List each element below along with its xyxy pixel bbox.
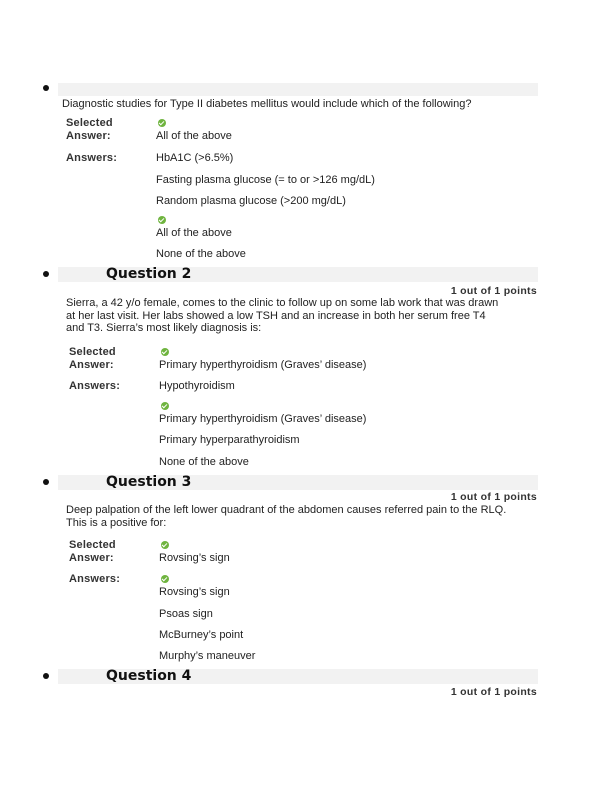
bullet-icon [43, 85, 49, 91]
selected-answer: Rovsing’s sign [159, 552, 230, 564]
check-circle-icon [161, 541, 169, 549]
check-circle-icon [161, 402, 169, 410]
answer-option: None of the above [159, 456, 249, 468]
selected-label: Selected [69, 539, 116, 551]
selected-answer: All of the above [156, 130, 232, 142]
selected-answer: Primary hyperthyroidism (Graves’ disease) [159, 359, 367, 371]
question-title: Question 3 [106, 474, 192, 490]
answer-option: Hypothyroidism [159, 380, 235, 392]
answer-option-correct: Rovsing’s sign [159, 586, 230, 598]
answer-option-correct: All of the above [156, 227, 232, 239]
answer-option: McBurney’s point [159, 629, 244, 641]
answer-label: Answer: [69, 552, 114, 564]
question-text: Diagnostic studies for Type II diabetes mellitus would include which of the following? [62, 98, 472, 110]
answer-option: Murphy’s maneuver [159, 650, 256, 662]
bullet-icon [43, 673, 49, 679]
question-header-band [58, 83, 538, 96]
selected-label: Selected [69, 346, 116, 358]
selected-label: Selected [66, 117, 113, 129]
check-circle-icon [161, 348, 169, 356]
question-title: Question 4 [106, 668, 192, 684]
answer-label: Answer: [69, 359, 114, 371]
answers-label: Answers: [69, 573, 121, 585]
answer-option-correct: Primary hyperthyroidism (Graves’ disease) [159, 413, 367, 425]
question-points: 1 out of 1 points [450, 285, 537, 297]
check-circle-icon [161, 575, 169, 583]
answers-label: Answers: [69, 380, 121, 392]
answer-option: Psoas sign [159, 608, 213, 620]
check-circle-icon [158, 119, 166, 127]
answers-label: Answers: [66, 152, 118, 164]
answer-option: Primary hyperparathyroidism [159, 434, 300, 446]
question-text: Deep palpation of the left lower quadrant of the abdomen causes referred pain to the RLQ. This is a positive for: [66, 504, 507, 529]
bullet-icon [43, 271, 49, 277]
answer-option: Random plasma glucose (>200 mg/dL) [156, 195, 346, 207]
question-points: 1 out of 1 points [450, 686, 537, 698]
bullet-icon [43, 479, 49, 485]
answer-label: Answer: [66, 130, 111, 142]
question-title: Question 2 [106, 266, 192, 282]
answer-option: None of the above [156, 248, 246, 260]
answer-option: HbA1C (>6.5%) [156, 152, 234, 164]
question-points: 1 out of 1 points [450, 491, 537, 503]
answer-option: Fasting plasma glucose (= to or >126 mg/dL) [156, 174, 375, 186]
question-text: Sierra, a 42 y/o female, comes to the clinic to follow up on some lab work that was drawn at her last visit. Her labs showed a low TSH and an increase in both her serum free T4 and T3. Sierra’s most likely diagnosis is: [66, 297, 499, 334]
check-circle-icon [158, 216, 166, 224]
